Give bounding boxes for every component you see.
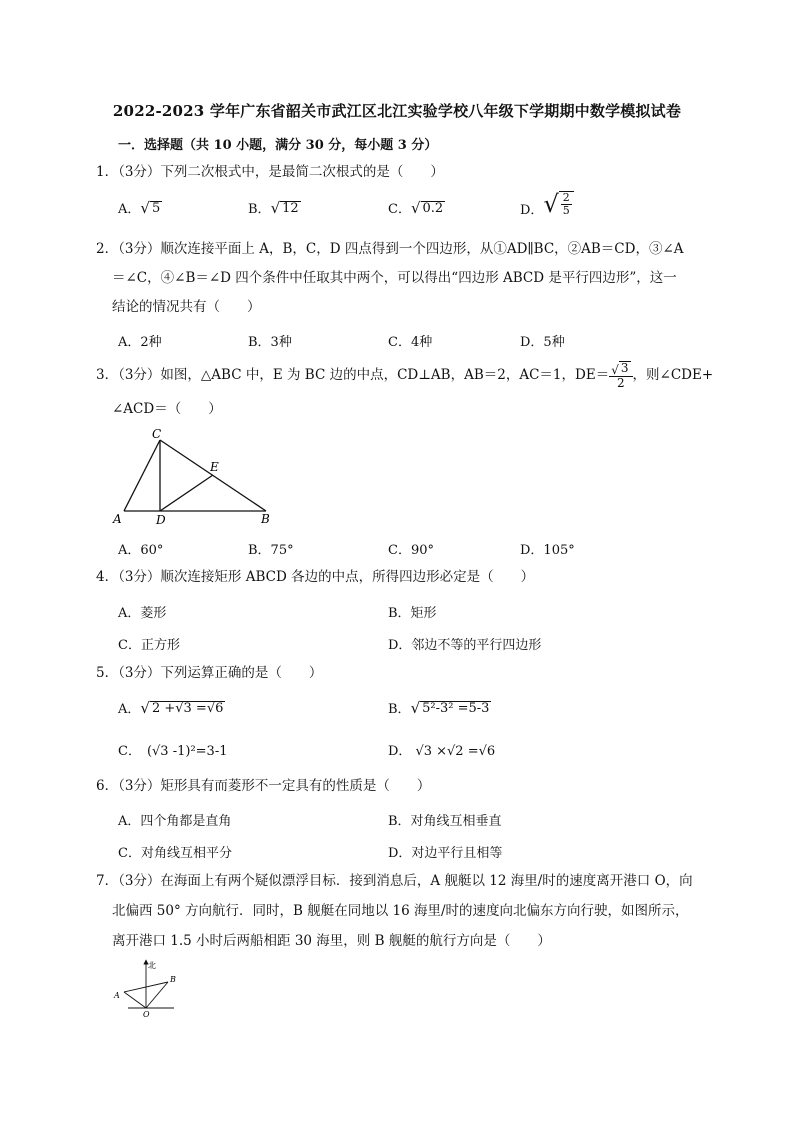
- q6-option-c[interactable]: C．对角线互相平分: [118, 846, 232, 861]
- fig3-label-a: A: [113, 512, 122, 526]
- question-6-stem: 6．（3分）矩形具有而菱形不一定具有的性质是（ ）: [96, 778, 431, 794]
- fig7-label-b: B: [170, 975, 176, 984]
- q3-option-b[interactable]: B．75°: [248, 543, 294, 558]
- q5-option-b[interactable]: B． √ 5²-3² =5-3: [388, 699, 490, 717]
- q3-option-a[interactable]: A．60°: [118, 543, 164, 558]
- question-7-line-1: 7．（3分）在海面上有两个疑似漂浮目标．接到消息后，A 舰艇以 12 海里/时的速度离开港口 O，向: [96, 873, 693, 889]
- fig3-label-b: B: [261, 512, 270, 526]
- fig3-label-c: C: [152, 427, 162, 441]
- q5-option-c[interactable]: C． (√3 -1)²=3-1: [118, 744, 228, 759]
- q5-option-a[interactable]: A． √ 2 +√3 =√6: [118, 699, 224, 717]
- q4-option-b[interactable]: B．矩形: [388, 606, 437, 621]
- question-7-line-2: 北偏西 50° 方向航行．同时，B 舰艇在同地以 16 海里/时的速度向北偏东方向行驶，如图所示，: [112, 903, 689, 919]
- q2-option-c[interactable]: C．4种: [388, 335, 433, 350]
- question-7-line-3: 离开港口 1.5 小时后两船相距 30 海里，则 B 舰艇的航行方向是（ ）: [112, 933, 551, 949]
- question-4-stem: 4．（3分）顺次连接矩形 ABCD 各边的中点，所得四边形必定是（ ）: [96, 569, 535, 585]
- question-2-line-3: 结论的情况共有（ ）: [112, 299, 261, 315]
- q3-option-c[interactable]: C．90°: [388, 543, 434, 558]
- q4-option-d[interactable]: D．邻边不等的平行四边形: [388, 638, 542, 653]
- q2-option-a[interactable]: A．2种: [118, 335, 162, 350]
- fig7-label-a: A: [114, 991, 120, 1000]
- q3-option-d[interactable]: D．105°: [520, 543, 575, 558]
- question-3-line-1: 3．（3分）如图，△ABC 中，E 为 BC 边的中点，CD⊥AB，AB＝2，AC＝1，DE＝ √ 3 2 ，则∠CDE+: [96, 361, 714, 391]
- question-1-stem: 1．（3分）下列二次根式中，是最简二次根式的是（ ）: [96, 164, 444, 180]
- q4-option-a[interactable]: A．菱形: [118, 606, 167, 621]
- q7-navigation-figure: [110, 956, 192, 1020]
- question-3-line-2: ∠ACD＝（ ）: [112, 401, 222, 417]
- q1-option-a[interactable]: A． √ 5: [118, 199, 161, 217]
- fig7-label-o: O: [143, 1010, 150, 1019]
- question-2-line-2: ＝∠C，④∠B＝∠D 四个条件中任取其中两个，可以得出“四边形 ABCD 是平行四边形”，这一: [112, 270, 677, 286]
- q2-option-d[interactable]: D．5种: [520, 335, 565, 350]
- q1-option-d[interactable]: D． √ $\frac{2}{5}$: [520, 191, 574, 218]
- q6-option-a[interactable]: A．四个角都是直角: [118, 814, 232, 829]
- q6-option-d[interactable]: D．对边平行且相等: [388, 846, 503, 861]
- q2-option-b[interactable]: B．3种: [248, 335, 292, 350]
- question-5-stem: 5．（3分）下列运算正确的是（ ）: [96, 665, 323, 681]
- q5-option-d[interactable]: D． √3 ×√2 =√6: [388, 744, 496, 759]
- q1-option-b[interactable]: B． √ 12: [248, 199, 299, 217]
- fig7-label-north: 北: [148, 961, 156, 970]
- section-heading: 一．选择题（共 10 小题，满分 30 分，每小题 3 分）: [118, 138, 438, 153]
- fig3-label-d: D: [156, 513, 166, 527]
- q6-option-b[interactable]: B．对角线互相垂直: [388, 814, 502, 829]
- exam-title: 2022-2023 学年广东省韶关市武江区北江实验学校八年级下学期期中数学模拟试卷: [112, 102, 682, 120]
- fig3-label-e: E: [210, 460, 219, 474]
- q3-triangle-figure: [108, 425, 278, 527]
- question-2-line-1: 2．（3分）顺次连接平面上 A，B，C，D 四点得到一个四边形，从①AD∥BC，②AB＝CD，③∠A: [96, 241, 684, 257]
- q4-option-c[interactable]: C．正方形: [118, 638, 180, 653]
- q1-option-c[interactable]: C． √ 0.2: [388, 199, 444, 217]
